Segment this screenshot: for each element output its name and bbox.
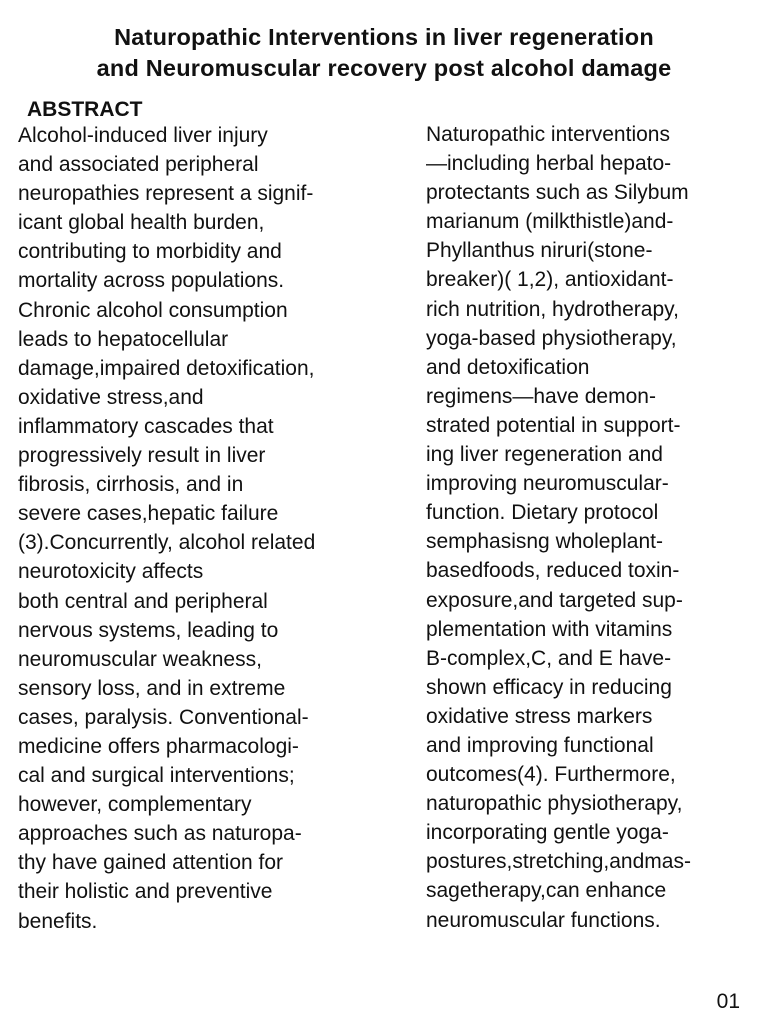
text-line: ing liver regeneration and bbox=[426, 443, 663, 467]
text-line: and detoxification bbox=[426, 355, 590, 379]
text-line: benefits. bbox=[18, 909, 98, 933]
abstract-left-column bbox=[18, 121, 315, 936]
text-line: oxidative stress markers bbox=[426, 704, 653, 728]
page-title bbox=[0, 22, 768, 84]
text-line: however, complementary bbox=[18, 793, 252, 817]
text-line: both central and peripheral bbox=[18, 589, 268, 613]
text-line: function. Dietary protocol bbox=[426, 501, 659, 525]
text-line: semphasisng wholeplant- bbox=[426, 530, 663, 554]
text-line: protectants such as Silybum bbox=[426, 181, 689, 205]
text-line: their holistic and preventive bbox=[18, 880, 273, 904]
text-line: mortality across populations. bbox=[18, 269, 285, 293]
title-line: Naturopathic Interventions in liver regeneration bbox=[114, 24, 654, 50]
text-line: shown efficacy in reducing bbox=[426, 675, 672, 699]
text-line: breaker)( 1,2), antioxidant- bbox=[426, 268, 674, 292]
text-line: neuromuscular weakness, bbox=[18, 647, 262, 671]
text-line: and improving functional bbox=[426, 733, 654, 757]
text-line: neuromuscular functions. bbox=[426, 908, 661, 932]
text-line: exposure,and targeted sup- bbox=[426, 588, 683, 612]
text-line: leads to hepatocellular bbox=[18, 327, 229, 351]
text-line: strated potential in support- bbox=[426, 413, 681, 437]
text-line: Alcohol-induced liver injury bbox=[18, 124, 268, 147]
text-line: marianum (milkthistle)and- bbox=[426, 210, 674, 234]
text-line: Naturopathic interventions bbox=[426, 123, 670, 146]
text-line: progressively result in liver bbox=[18, 444, 266, 468]
text-line: outcomes(4). Furthermore, bbox=[426, 763, 676, 787]
text-line: severe cases,hepatic failure bbox=[18, 502, 279, 526]
text-line: cases, paralysis. Conventional- bbox=[18, 705, 309, 729]
text-line: thy have gained attention for bbox=[18, 851, 284, 875]
text-line: inflammatory cascades that bbox=[18, 414, 274, 438]
text-line: B-complex,C, and E have- bbox=[426, 646, 672, 670]
text-line: fibrosis, cirrhosis, and in bbox=[18, 473, 244, 497]
text-line: Chronic alcohol consumption bbox=[18, 298, 288, 322]
title-line: and Neuromuscular recovery post alcohol damage bbox=[96, 55, 672, 81]
text-line: and associated peripheral bbox=[18, 153, 259, 177]
text-line: naturopathic physiotherapy, bbox=[426, 792, 683, 816]
text-line: basedfoods, reduced toxin- bbox=[426, 559, 680, 583]
abstract-right-column bbox=[426, 120, 691, 935]
text-line: plementation with vitamins bbox=[426, 617, 673, 641]
text-line: Phyllanthus niruri(stone- bbox=[426, 239, 653, 263]
text-line: oxidative stress,and bbox=[18, 385, 204, 409]
text-line: incorporating gentle yoga- bbox=[426, 821, 669, 845]
text-line: (3).Concurrently, alcohol related bbox=[18, 531, 316, 555]
text-line: neuropathies represent a signif- bbox=[18, 182, 314, 206]
text-line: postures,stretching,andmas- bbox=[426, 850, 691, 874]
text-line: neurotoxicity affects bbox=[18, 560, 204, 584]
text-line: sensory loss, and in extreme bbox=[18, 676, 286, 700]
text-line: damage,impaired detoxification, bbox=[18, 356, 315, 380]
text-line: rich nutrition, hydrotherapy, bbox=[426, 297, 679, 321]
text-line: approaches such as naturopa- bbox=[18, 822, 302, 846]
text-line: contributing to morbidity and bbox=[18, 240, 282, 264]
text-line: improving neuromuscular- bbox=[426, 472, 669, 496]
text-line: icant global health burden, bbox=[18, 211, 265, 235]
text-line: —including herbal hepato- bbox=[426, 152, 672, 176]
abstract-heading: ABSTRACT bbox=[27, 98, 143, 121]
text-line: nervous systems, leading to bbox=[18, 618, 279, 642]
text-line: medicine offers pharmacologi- bbox=[18, 734, 299, 758]
page-number: 01 bbox=[716, 990, 740, 1013]
text-line: cal and surgical interventions; bbox=[18, 764, 295, 788]
text-line: yoga-based physiotherapy, bbox=[426, 326, 677, 350]
text-line: sagetherapy,can enhance bbox=[426, 879, 667, 903]
text-line: regimens—have demon- bbox=[426, 384, 656, 408]
